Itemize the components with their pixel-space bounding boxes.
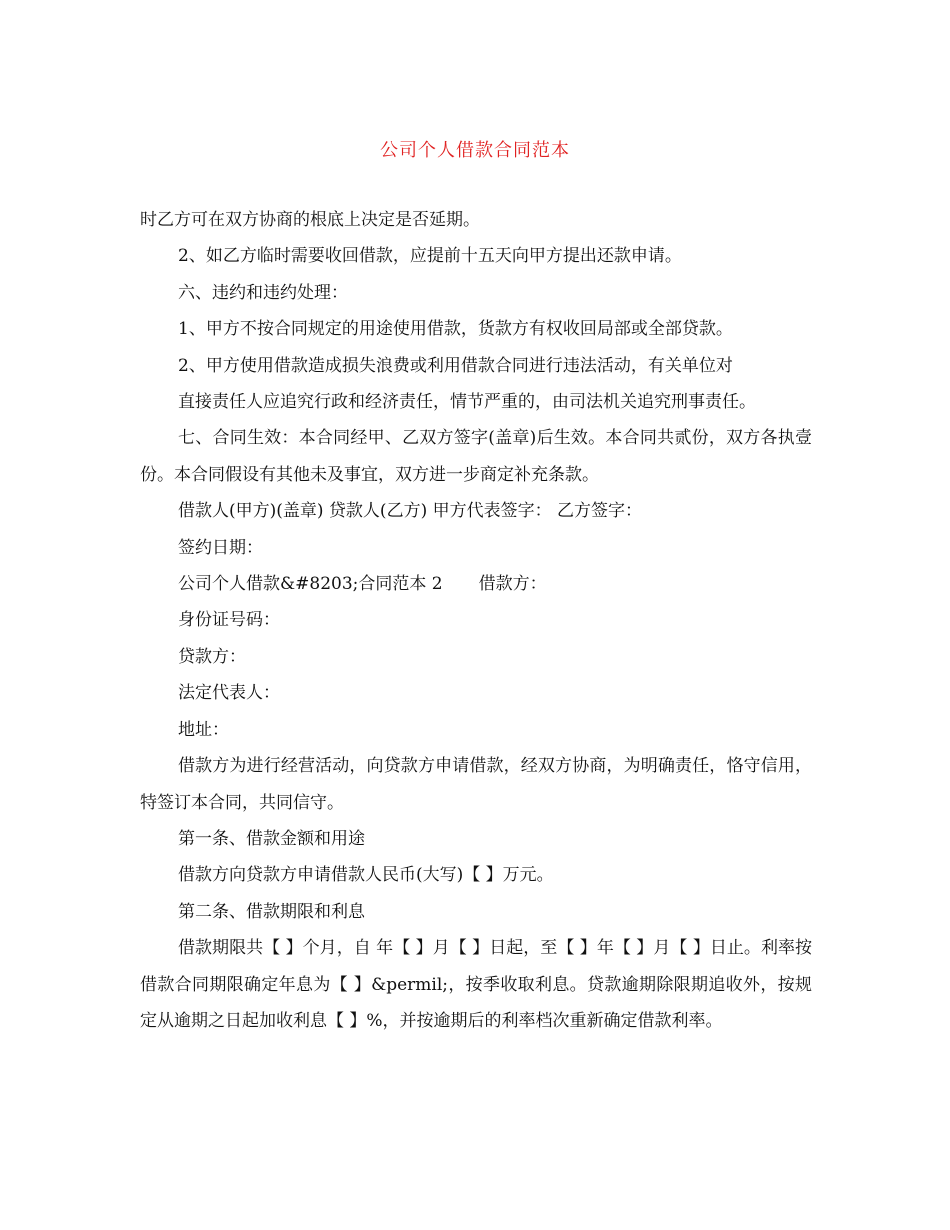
paragraph: 借款方为进行经营活动，向贷款方申请借款，经双方协商，为明确责任，恪守信用，特签订本合同，共同信守。	[140, 756, 812, 813]
paragraph: 法定代表人：	[178, 683, 280, 704]
document-body	[140, 202, 812, 1039]
paragraph: 七、合同生效：本合同经甲、乙双方签字(盖章)后生效。本合同共贰份，双方各执壹份。本合同假设有其他未及事宜，双方进一步商定补充条款。	[140, 428, 812, 485]
paragraph: 直接责任人应追究行政和经济责任，情节严重的，由司法机关追究刑事责任。	[178, 392, 756, 413]
paragraph: 六、违约和违约处理：	[178, 282, 348, 303]
paragraph: 身份证号码：	[178, 610, 280, 631]
paragraph: 第一条、借款金额和用途	[178, 828, 365, 849]
paragraph: 2、甲方使用借款造成损失浪费或利用借款合同进行违法活动，有关单位对	[178, 355, 733, 376]
paragraph: 时乙方可在双方协商的根底上决定是否延期。	[140, 210, 480, 230]
paragraph: 签约日期：	[178, 537, 263, 558]
paragraph: 地址：	[178, 719, 229, 740]
paragraph: 2、如乙方临时需要收回借款，应提前十五天向甲方提出还款申请。	[178, 246, 682, 267]
signature-line: 借款人(甲方)(盖章) 贷款人(乙方) 甲方代表签字： 乙方签字：	[178, 501, 643, 522]
paragraph: 第二条、借款期限和利息	[178, 901, 365, 922]
paragraph: 贷款方：	[178, 646, 246, 667]
paragraph: 借款期限共【 】个月，自 年【 】月【 】日起，至【 】年【 】月【 】日止。利率按借款合同期限确定年息为【 】&permil;，按季收取利息。贷款逾期除限期追收外，按规定从逾期之日起加收利息【 】%，并按逾期后的利率档次重新确定借款利率。	[140, 938, 812, 1031]
paragraph: 1、甲方不按合同规定的用途使用借款，货款方有权收回局部或全部贷款。	[178, 319, 733, 340]
contract-heading-line	[140, 566, 812, 602]
document-title: 公司个人借款合同范本	[380, 140, 570, 161]
paragraph: 借款方向贷款方申请借款人民币(大写)【 】万元。	[178, 865, 554, 886]
contract-heading: 公司个人借款&#8203;合同范本 2	[178, 574, 443, 595]
borrower-label: 借款方：	[478, 574, 547, 595]
